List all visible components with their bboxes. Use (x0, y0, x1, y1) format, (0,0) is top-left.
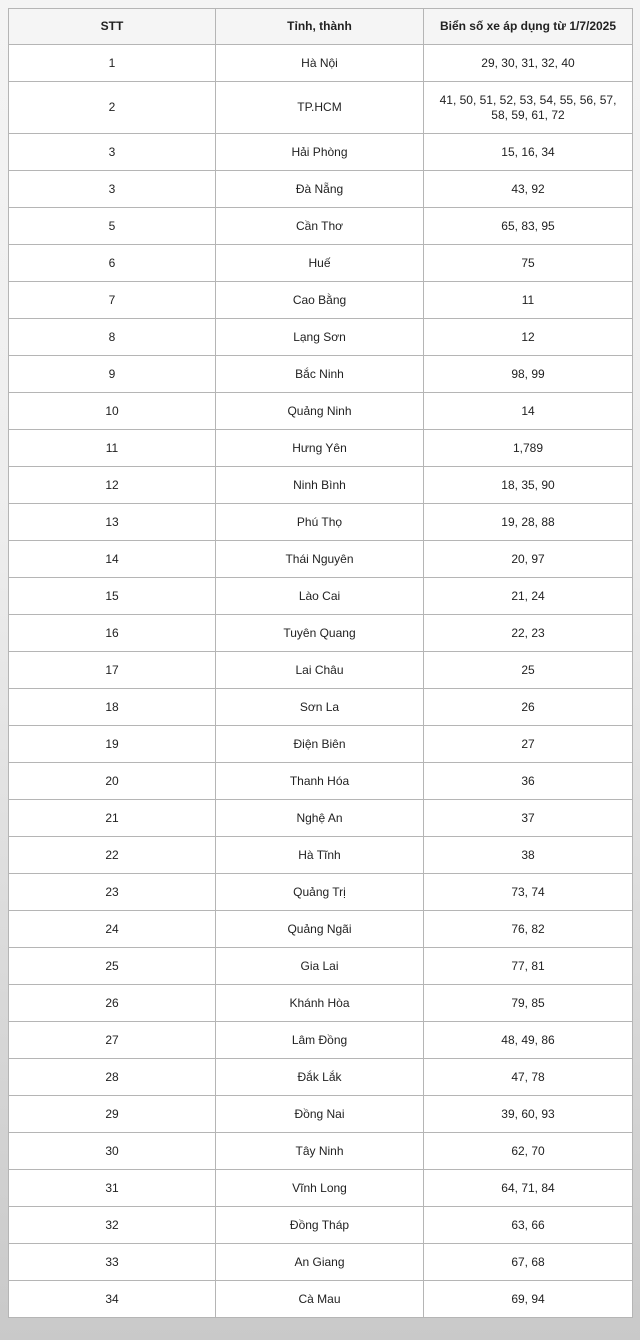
cell-province: Gia Lai (216, 948, 424, 985)
table-row (9, 763, 633, 800)
table-row (9, 1133, 633, 1170)
cell-province: Vĩnh Long (216, 1170, 424, 1207)
cell-stt: 1 (9, 45, 216, 82)
table-row (9, 1281, 633, 1318)
cell-province: TP.HCM (216, 82, 424, 134)
cell-plates: 14 (424, 393, 633, 430)
cell-plates: 41, 50, 51, 52, 53, 54, 55, 56, 57, 58, 59, 61, 72 (424, 82, 633, 134)
cell-plates: 19, 28, 88 (424, 504, 633, 541)
cell-plates: 21, 24 (424, 578, 633, 615)
header-stt: STT (9, 9, 216, 45)
cell-stt: 5 (9, 208, 216, 245)
cell-stt: 6 (9, 245, 216, 282)
table-row (9, 1022, 633, 1059)
cell-province: Lào Cai (216, 578, 424, 615)
cell-stt: 13 (9, 504, 216, 541)
cell-plates: 18, 35, 90 (424, 467, 633, 504)
table-row (9, 1170, 633, 1207)
cell-province: Ninh Bình (216, 467, 424, 504)
cell-stt: 20 (9, 763, 216, 800)
header-plates: Biển số xe áp dụng từ 1/7/2025 (424, 9, 633, 45)
cell-plates: 25 (424, 652, 633, 689)
header-province: Tỉnh, thành (216, 9, 424, 45)
cell-stt: 11 (9, 430, 216, 467)
cell-province: Cao Bằng (216, 282, 424, 319)
table-row (9, 578, 633, 615)
cell-plates: 22, 23 (424, 615, 633, 652)
cell-plates: 75 (424, 245, 633, 282)
cell-province: Thái Nguyên (216, 541, 424, 578)
cell-stt: 26 (9, 985, 216, 1022)
cell-plates: 36 (424, 763, 633, 800)
license-plate-table-container (8, 8, 632, 1318)
cell-stt: 18 (9, 689, 216, 726)
cell-province: Hà Nội (216, 45, 424, 82)
cell-stt: 32 (9, 1207, 216, 1244)
cell-plates: 37 (424, 800, 633, 837)
table-row (9, 726, 633, 763)
cell-stt: 15 (9, 578, 216, 615)
table-row (9, 1059, 633, 1096)
table-row (9, 985, 633, 1022)
cell-province: Đà Nẵng (216, 171, 424, 208)
cell-stt: 10 (9, 393, 216, 430)
cell-province: Lai Châu (216, 652, 424, 689)
cell-province: Bắc Ninh (216, 356, 424, 393)
cell-plates: 29, 30, 31, 32, 40 (424, 45, 633, 82)
table-header-row (9, 9, 633, 45)
cell-plates: 15, 16, 34 (424, 134, 633, 171)
table-row (9, 948, 633, 985)
table-row (9, 615, 633, 652)
cell-stt: 17 (9, 652, 216, 689)
cell-plates: 43, 92 (424, 171, 633, 208)
table-row (9, 911, 633, 948)
cell-plates: 65, 83, 95 (424, 208, 633, 245)
cell-plates: 69, 94 (424, 1281, 633, 1318)
table-row (9, 430, 633, 467)
cell-plates: 77, 81 (424, 948, 633, 985)
cell-plates: 79, 85 (424, 985, 633, 1022)
cell-stt: 9 (9, 356, 216, 393)
table-row (9, 1096, 633, 1133)
cell-plates: 47, 78 (424, 1059, 633, 1096)
cell-stt: 34 (9, 1281, 216, 1318)
cell-plates: 1,789 (424, 430, 633, 467)
cell-stt: 22 (9, 837, 216, 874)
cell-plates: 20, 97 (424, 541, 633, 578)
cell-stt: 23 (9, 874, 216, 911)
cell-stt: 28 (9, 1059, 216, 1096)
cell-province: Nghệ An (216, 800, 424, 837)
cell-stt: 12 (9, 467, 216, 504)
cell-plates: 73, 74 (424, 874, 633, 911)
table-row (9, 652, 633, 689)
cell-plates: 63, 66 (424, 1207, 633, 1244)
cell-province: Đắk Lắk (216, 1059, 424, 1096)
table-body (9, 45, 633, 1318)
table-row (9, 171, 633, 208)
cell-province: Đồng Nai (216, 1096, 424, 1133)
cell-plates: 12 (424, 319, 633, 356)
cell-plates: 26 (424, 689, 633, 726)
cell-stt: 27 (9, 1022, 216, 1059)
table-row (9, 1207, 633, 1244)
table-row (9, 874, 633, 911)
cell-province: Huế (216, 245, 424, 282)
cell-stt: 19 (9, 726, 216, 763)
cell-stt: 21 (9, 800, 216, 837)
cell-province: Lạng Sơn (216, 319, 424, 356)
cell-province: Điện Biên (216, 726, 424, 763)
cell-stt: 3 (9, 134, 216, 171)
cell-plates: 38 (424, 837, 633, 874)
cell-stt: 2 (9, 82, 216, 134)
table-row (9, 208, 633, 245)
table-row (9, 82, 633, 134)
cell-province: Sơn La (216, 689, 424, 726)
cell-province: Khánh Hòa (216, 985, 424, 1022)
cell-stt: 3 (9, 171, 216, 208)
table-row (9, 282, 633, 319)
cell-province: Quảng Trị (216, 874, 424, 911)
cell-plates: 64, 71, 84 (424, 1170, 633, 1207)
table-row (9, 541, 633, 578)
cell-province: An Giang (216, 1244, 424, 1281)
cell-stt: 31 (9, 1170, 216, 1207)
cell-stt: 8 (9, 319, 216, 356)
cell-province: Lâm Đồng (216, 1022, 424, 1059)
table-row (9, 689, 633, 726)
table-row (9, 45, 633, 82)
cell-province: Hưng Yên (216, 430, 424, 467)
cell-province: Cần Thơ (216, 208, 424, 245)
table-row (9, 245, 633, 282)
cell-plates: 48, 49, 86 (424, 1022, 633, 1059)
cell-province: Hà Tĩnh (216, 837, 424, 874)
cell-plates: 62, 70 (424, 1133, 633, 1170)
cell-plates: 11 (424, 282, 633, 319)
cell-stt: 33 (9, 1244, 216, 1281)
table-row (9, 504, 633, 541)
cell-province: Quảng Ninh (216, 393, 424, 430)
cell-province: Cà Mau (216, 1281, 424, 1318)
table-row (9, 319, 633, 356)
table-row (9, 134, 633, 171)
cell-stt: 29 (9, 1096, 216, 1133)
cell-stt: 25 (9, 948, 216, 985)
cell-province: Tây Ninh (216, 1133, 424, 1170)
cell-stt: 7 (9, 282, 216, 319)
table-row (9, 467, 633, 504)
cell-plates: 39, 60, 93 (424, 1096, 633, 1133)
cell-plates: 27 (424, 726, 633, 763)
license-plate-table (8, 8, 633, 1318)
table-row (9, 800, 633, 837)
cell-plates: 67, 68 (424, 1244, 633, 1281)
cell-province: Quảng Ngãi (216, 911, 424, 948)
table-row (9, 356, 633, 393)
cell-province: Phú Thọ (216, 504, 424, 541)
cell-province: Tuyên Quang (216, 615, 424, 652)
table-row (9, 837, 633, 874)
table-row (9, 393, 633, 430)
cell-province: Thanh Hóa (216, 763, 424, 800)
cell-province: Hải Phòng (216, 134, 424, 171)
cell-stt: 30 (9, 1133, 216, 1170)
cell-plates: 76, 82 (424, 911, 633, 948)
cell-stt: 16 (9, 615, 216, 652)
table-row (9, 1244, 633, 1281)
cell-province: Đồng Tháp (216, 1207, 424, 1244)
cell-stt: 14 (9, 541, 216, 578)
cell-plates: 98, 99 (424, 356, 633, 393)
cell-stt: 24 (9, 911, 216, 948)
